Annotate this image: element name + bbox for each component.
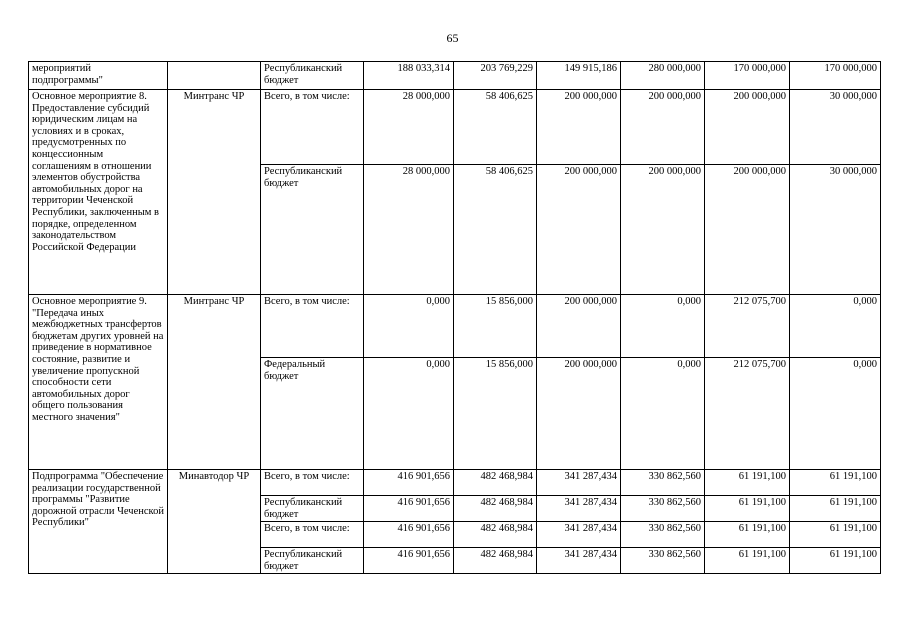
- amount-cell: 0,000: [364, 358, 454, 470]
- amount-cell: 58 406,625: [454, 165, 537, 295]
- activity-name: Основное мероприятие 8. Предоставление субсидий юридическим лицам на условиях и в сроках, предусмотренных по концессионным соглашениям в отношении элементов обустройства автомобильных дорог на территории Чеченской Республики, заключенным в порядке, определенном законодательством Российской Федерации: [29, 90, 168, 295]
- funding-source: Республиканский бюджет: [261, 165, 364, 295]
- executor: Минтранс ЧР: [168, 90, 261, 295]
- amount-cell: 200 000,000: [705, 165, 790, 295]
- funding-source: Республиканский бюджет: [261, 62, 364, 90]
- amount-cell: 61 191,100: [705, 522, 790, 548]
- funding-source: Всего, в том числе:: [261, 90, 364, 165]
- amount-cell: 61 191,100: [705, 548, 790, 574]
- amount-cell: 200 000,000: [537, 358, 621, 470]
- amount-cell: 200 000,000: [621, 90, 705, 165]
- amount-cell: 203 769,229: [454, 62, 537, 90]
- amount-cell: 416 901,656: [364, 496, 454, 522]
- amount-cell: 61 191,100: [790, 470, 881, 496]
- amount-cell: 58 406,625: [454, 90, 537, 165]
- budget-table: [28, 61, 881, 574]
- amount-cell: 200 000,000: [537, 165, 621, 295]
- amount-cell: 416 901,656: [364, 522, 454, 548]
- amount-cell: 330 862,560: [621, 496, 705, 522]
- executor: Минтранс ЧР: [168, 295, 261, 470]
- amount-cell: 416 901,656: [364, 470, 454, 496]
- table-row: [29, 62, 881, 90]
- executor: Минавтодор ЧР: [168, 470, 261, 574]
- amount-cell: 482 468,984: [454, 522, 537, 548]
- amount-cell: 61 191,100: [790, 496, 881, 522]
- activity-name: Подпрограмма "Обеспечение реализации государственной программы "Развитие дорожной отрасли Чеченской Республики": [29, 470, 168, 574]
- activity-name: Основное мероприятие 9. "Передача иных межбюджетных трансфертов бюджетам других уровней на приведение в нормативное состояние, развитие и увеличение пропускной способности сети автомобильных дорог общего пользования местного значения": [29, 295, 168, 470]
- amount-cell: 330 862,560: [621, 548, 705, 574]
- funding-source: Всего, в том числе:: [261, 295, 364, 358]
- table-row: [29, 90, 881, 165]
- amount-cell: 61 191,100: [790, 548, 881, 574]
- amount-cell: 212 075,700: [705, 295, 790, 358]
- amount-cell: 149 915,186: [537, 62, 621, 90]
- amount-cell: 30 000,000: [790, 90, 881, 165]
- amount-cell: 61 191,100: [705, 470, 790, 496]
- table-row: [29, 295, 881, 358]
- amount-cell: 0,000: [790, 295, 881, 358]
- amount-cell: 200 000,000: [537, 295, 621, 358]
- amount-cell: 0,000: [621, 295, 705, 358]
- amount-cell: 28 000,000: [364, 165, 454, 295]
- amount-cell: 330 862,560: [621, 470, 705, 496]
- funding-source: Всего, в том числе:: [261, 470, 364, 496]
- amount-cell: 482 468,984: [454, 470, 537, 496]
- amount-cell: 28 000,000: [364, 90, 454, 165]
- amount-cell: 200 000,000: [537, 90, 621, 165]
- amount-cell: 341 287,434: [537, 548, 621, 574]
- funding-source: Федеральный бюджет: [261, 358, 364, 470]
- amount-cell: 341 287,434: [537, 470, 621, 496]
- funding-source: Всего, в том числе:: [261, 522, 364, 548]
- amount-cell: 170 000,000: [705, 62, 790, 90]
- amount-cell: 61 191,100: [705, 496, 790, 522]
- amount-cell: 188 033,314: [364, 62, 454, 90]
- activity-name: мероприятий подпрограммы": [29, 62, 168, 90]
- table-row: [29, 470, 881, 496]
- amount-cell: 0,000: [790, 358, 881, 470]
- funding-source: Республиканский бюджет: [261, 496, 364, 522]
- amount-cell: 170 000,000: [790, 62, 881, 90]
- page-number: 65: [446, 31, 459, 45]
- amount-cell: 0,000: [364, 295, 454, 358]
- amount-cell: 482 468,984: [454, 548, 537, 574]
- funding-source: Республиканский бюджет: [261, 548, 364, 574]
- executor: [168, 62, 261, 90]
- amount-cell: 341 287,434: [537, 522, 621, 548]
- amount-cell: 200 000,000: [705, 90, 790, 165]
- amount-cell: 341 287,434: [537, 496, 621, 522]
- amount-cell: 61 191,100: [790, 522, 881, 548]
- amount-cell: 416 901,656: [364, 548, 454, 574]
- amount-cell: 482 468,984: [454, 496, 537, 522]
- amount-cell: 15 856,000: [454, 295, 537, 358]
- amount-cell: 330 862,560: [621, 522, 705, 548]
- amount-cell: 0,000: [621, 358, 705, 470]
- amount-cell: 200 000,000: [621, 165, 705, 295]
- amount-cell: 280 000,000: [621, 62, 705, 90]
- amount-cell: 15 856,000: [454, 358, 537, 470]
- amount-cell: 212 075,700: [705, 358, 790, 470]
- amount-cell: 30 000,000: [790, 165, 881, 295]
